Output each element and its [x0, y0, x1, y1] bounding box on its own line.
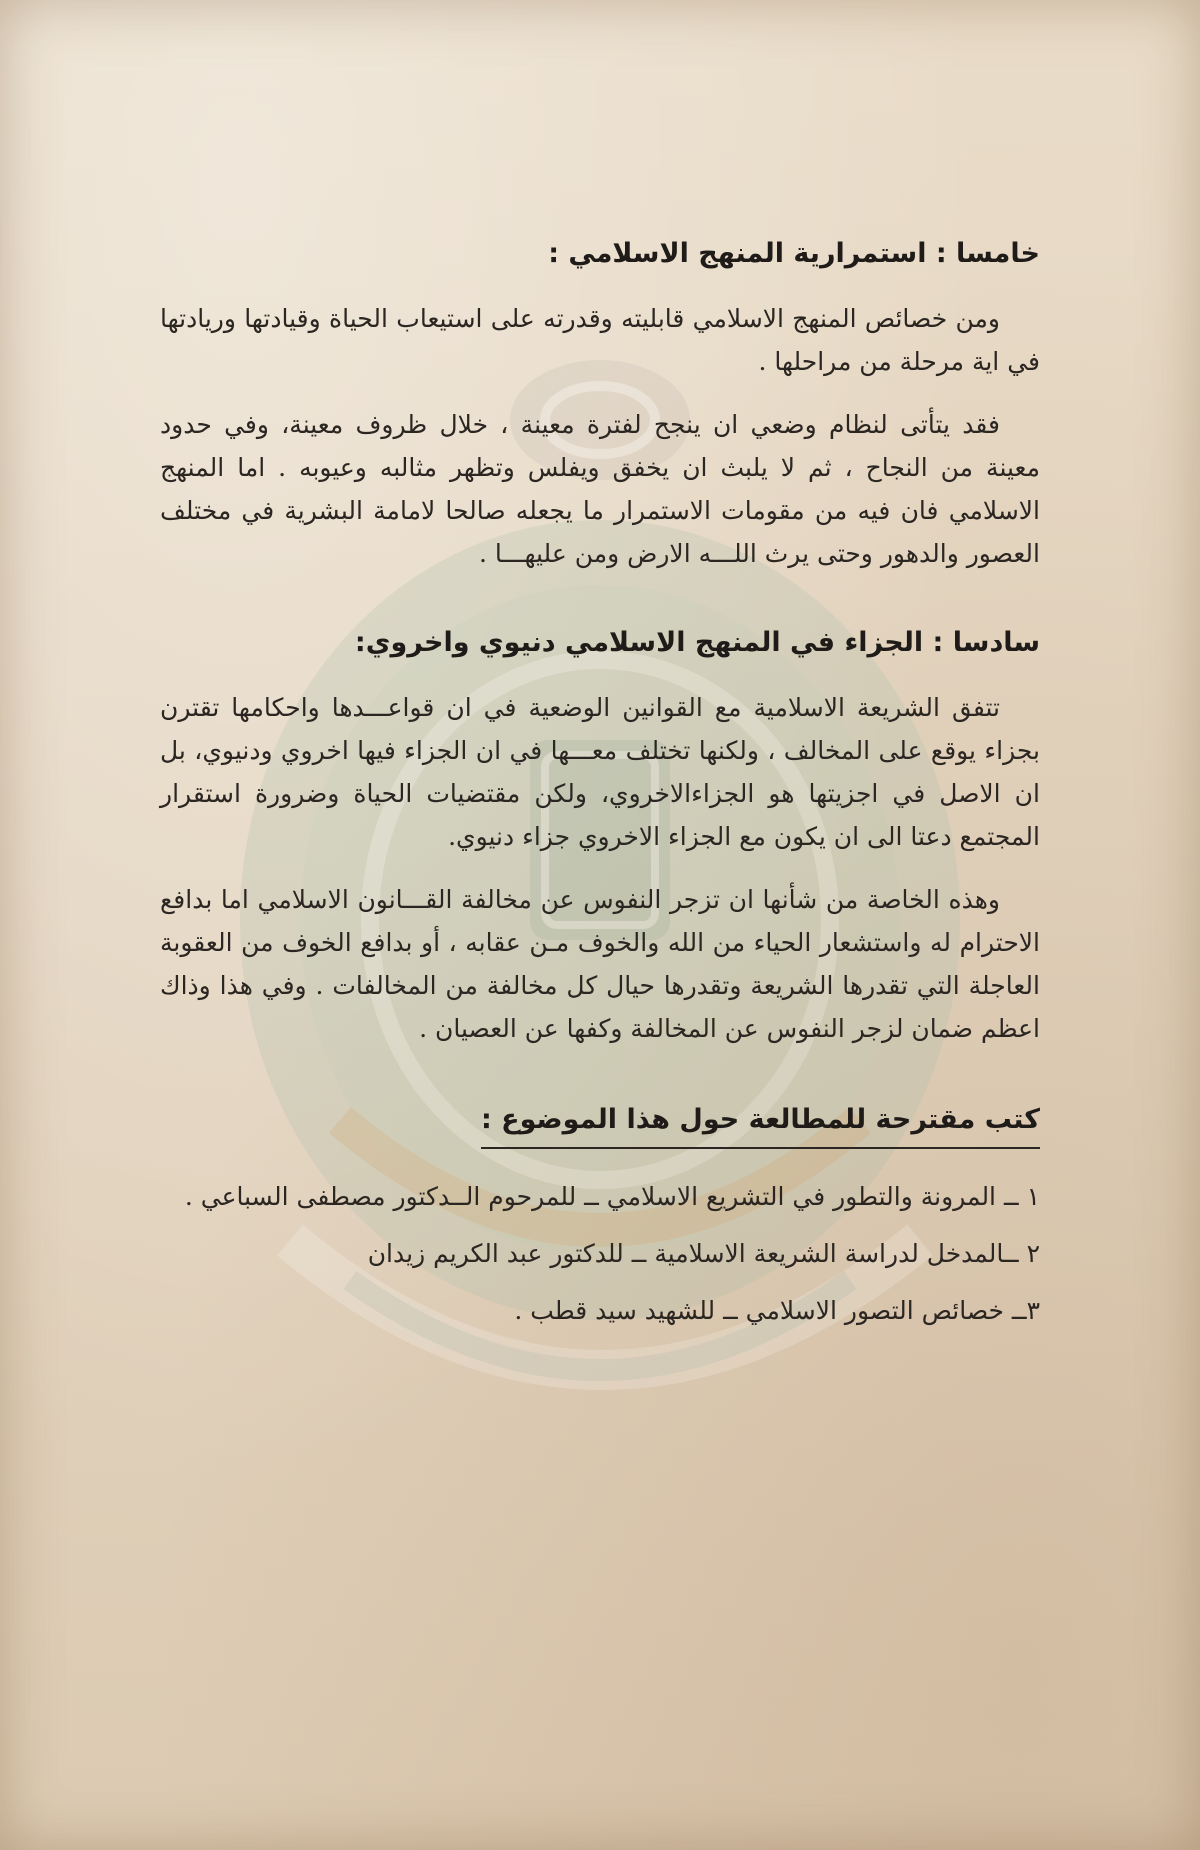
paragraph-reward-2: وهذه الخاصة من شأنها ان تزجر النفوس عن مخالفة القـــانون الاسلامي اما بدافع الاحترام له واستشعار الحياء من الله والخوف مـن عقابه ، أو بدافع الخوف من العقوبة العاجلة التي تقدرها الشريعة وتقدرها حيال كل مخالفة من المخالفات . وفي هذا وذاك اعظم ضمان لزجر النفوس عن المخالفة وكفها عن العصيان . [160, 885, 1040, 1043]
book-item-1: ١ ــ المرونة والتطور في التشريع الاسلامي ــ للمرحوم الــدكتور مصطفى السباعي . [184, 1182, 1040, 1211]
paragraph-continuity-1: ومن خصائص المنهج الاسلامي قابليته وقدرته على استيعاب الحياة وقيادتها وريادتها في اية مرحلة من مراحلها . [160, 304, 1040, 376]
paragraph-continuity-2: فقد يتأتى لنظام وضعي ان ينجح لفترة معينة ، خلال ظروف معينة، وفي حدود معينة من النجاح ، ثم لا يلبث ان يخفق ويفلس وتظهر مثالبه وعيوبه . اما المنهج الاسلامي فان فيه من مقومات الاستمرار ما يجعله صالحا لامامة البشرية في مختلف العصور والدهور وحتى يرث اللـــه الارض ومن عليهـــا . [160, 410, 1040, 568]
section-gap [160, 595, 1040, 621]
suggested-books-heading: كتب مقترحة للمطالعة حول هذا الموضوع : [481, 1098, 1040, 1149]
paragraph-reward-1: تتفق الشريعة الاسلامية مع القوانين الوضعية في ان قواعـــدها واحكامها تقترن بجزاء يوقع على المخالف ، ولكنها تختلف معـــها في ان الجزاء فيها اخروي ودنيوي، بل ان الاصل في اجزيتها هو الجزاءالاخروي، ولكن مقتضيات الحياة وضرورة استقرار المجتمع دعتا الى ان يكون مع الجزاء الاخروي جزاء دنيوي. [160, 693, 1040, 851]
book-item-3: ٣ــ خصائص التصور الاسلامي ــ للشهيد سيد قطب . [514, 1296, 1040, 1325]
section-heading-continuity: خامسا : استمرارية المنهج الاسلامي : [548, 238, 1040, 269]
suggested-books-list [160, 1175, 1040, 1332]
section-heading-reward: سادسا : الجزاء في المنهج الاسلامي دنيوي واخروي: [354, 627, 1040, 658]
book-item-2: ٢ ــالمدخل لدراسة الشريعة الاسلامية ــ للدكتور عبد الكريم زيدان [367, 1239, 1040, 1268]
document-content [160, 232, 1040, 1346]
